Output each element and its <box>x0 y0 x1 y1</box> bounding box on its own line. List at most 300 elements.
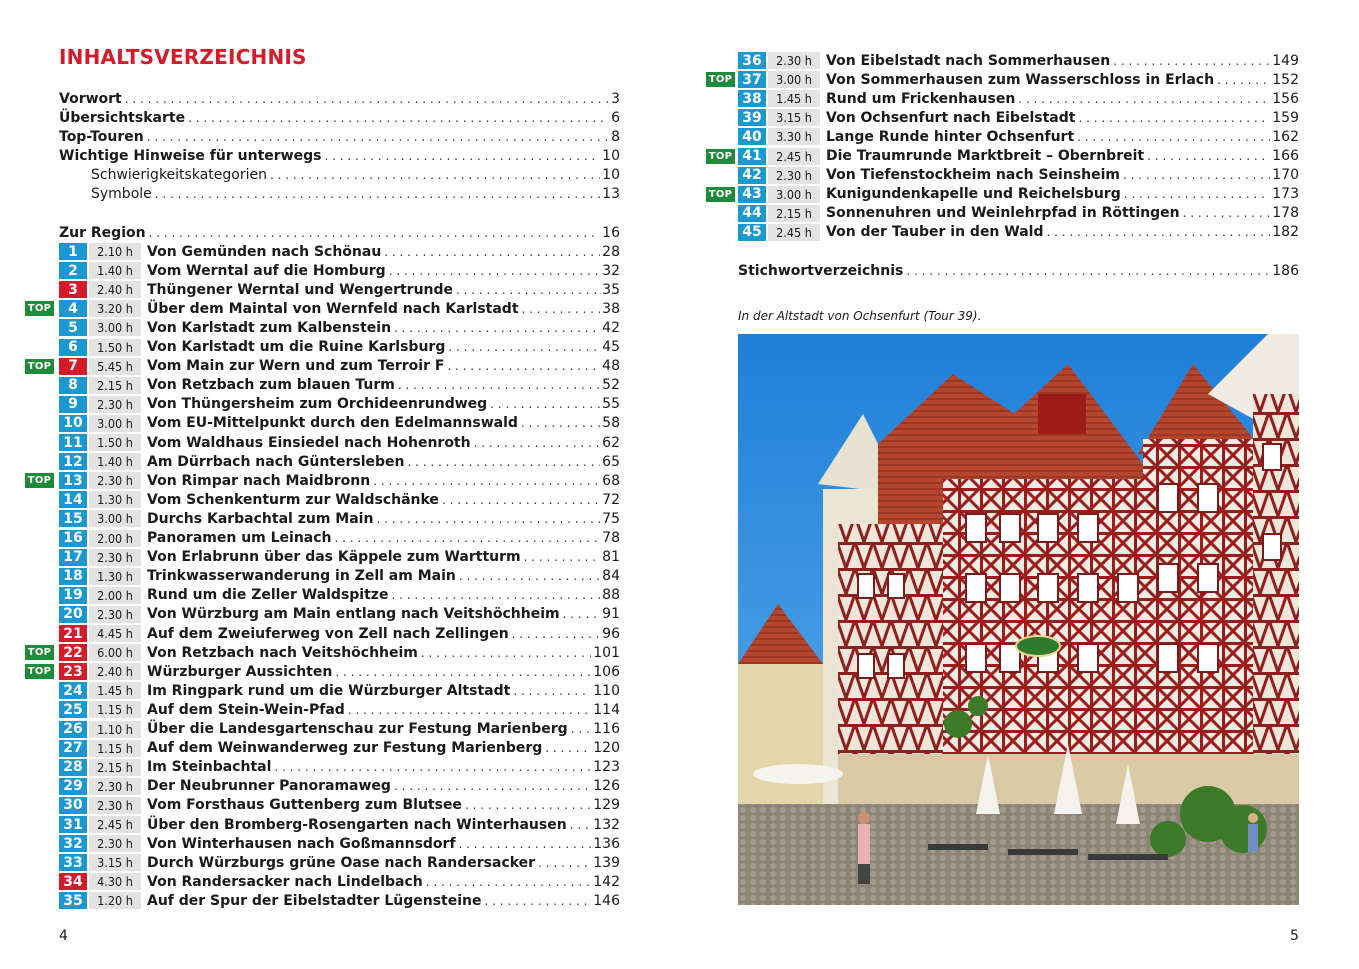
tour-name: Die Traumrunde Marktbreit – Obernbreit <box>826 148 1145 164</box>
leader-dots <box>459 837 592 851</box>
tour-duration: 3.00 h <box>89 415 141 432</box>
leader-dots <box>389 264 600 278</box>
tour-number-badge: 21 <box>59 625 87 642</box>
tour-entry[interactable] <box>738 70 1299 89</box>
top-tour-badge: TOP <box>25 664 54 679</box>
toc-entry[interactable] <box>59 223 620 242</box>
tour-number-badge: 5 <box>59 319 87 336</box>
tour-entry[interactable] <box>59 318 620 337</box>
tour-page: 114 <box>593 701 620 718</box>
tour-duration: 2.30 h <box>768 52 820 69</box>
tour-entry[interactable] <box>738 89 1299 108</box>
leader-dots <box>125 92 609 106</box>
tour-number-badge: 44 <box>738 205 766 222</box>
tour-page: 96 <box>602 625 620 642</box>
tour-name: Vom Werntal auf die Homburg <box>147 262 386 279</box>
tour-number-badge: 18 <box>59 568 87 585</box>
tour-name: Auf dem Zweiuferweg von Zell nach Zellingen <box>147 625 509 642</box>
tour-duration: 2.45 h <box>89 816 141 833</box>
tour-entry[interactable] <box>59 605 620 624</box>
page-number-left: 4 <box>59 928 68 944</box>
tour-duration: 2.00 h <box>89 587 141 604</box>
tour-duration: 1.30 h <box>89 491 141 508</box>
tour-number-badge: 45 <box>738 224 766 241</box>
leader-dots <box>398 378 600 392</box>
tour-duration: 1.40 h <box>89 262 141 279</box>
tour-duration: 4.45 h <box>89 625 141 642</box>
tour-name: Auf der Spur der Eibelstadter Lügensteine <box>147 892 482 909</box>
tour-entry[interactable] <box>738 185 1299 204</box>
tour-name: Rund um Frickenhausen <box>826 90 1016 107</box>
page-number-right: 5 <box>1290 928 1299 944</box>
leader-dots <box>906 264 1270 278</box>
tour-entry[interactable] <box>59 624 620 643</box>
tour-duration: 3.00 h <box>768 186 820 203</box>
tour-entry[interactable] <box>738 127 1299 146</box>
tour-number-badge: 41 <box>738 148 766 165</box>
tour-page: 55 <box>602 396 620 413</box>
leader-dots <box>324 149 600 163</box>
tour-number-badge: 24 <box>59 682 87 699</box>
tour-name: Von Karlstadt um die Ruine Karlsburg <box>147 339 446 355</box>
tour-entry[interactable] <box>59 720 620 739</box>
tour-number-badge: 31 <box>59 816 87 833</box>
tour-duration: 3.00 h <box>768 71 820 88</box>
tour-name: Panoramen um Leinach <box>147 530 332 546</box>
tour-entry[interactable] <box>59 700 620 719</box>
tour-duration: 2.15 h <box>89 759 141 776</box>
tour-name: Thüngener Werntal und Wengertrunde <box>147 281 454 298</box>
tour-entry[interactable] <box>59 452 620 471</box>
tour-number-badge: 3 <box>59 281 87 298</box>
tour-duration: 1.50 h <box>89 339 141 356</box>
tour-name: Von Rimpar nach Maidbronn <box>147 472 371 489</box>
tour-number-badge: 9 <box>59 396 87 413</box>
tour-duration: 3.15 h <box>768 109 820 126</box>
tour-page: 182 <box>1272 224 1299 241</box>
tour-entry[interactable] <box>738 51 1299 70</box>
tour-entry[interactable] <box>59 834 620 853</box>
tour-name: Auf dem Weinwanderweg zur Festung Marienberg <box>147 740 543 757</box>
toc-entry-page: 10 <box>602 147 620 164</box>
tour-name: Von Randersacker nach Lindelbach <box>147 873 423 890</box>
tour-entry[interactable] <box>59 567 620 586</box>
tour-entry[interactable] <box>59 529 620 548</box>
tour-page: 120 <box>593 740 620 757</box>
tour-number-badge: 19 <box>59 587 87 604</box>
tour-name: Durch Würzburgs grüne Oase nach Randersacker <box>147 854 536 871</box>
leader-dots <box>521 416 600 430</box>
tour-name: Im Ringpark rund um die Würzburger Altstadt <box>147 682 511 699</box>
leader-dots <box>1113 54 1270 68</box>
tour-entry[interactable] <box>59 891 620 910</box>
tour-number-badge: 40 <box>738 128 766 145</box>
tour-page: 136 <box>593 835 620 852</box>
tour-entry[interactable] <box>738 166 1299 185</box>
tour-name: Vom Waldhaus Einsiedel nach Hohenroth <box>147 434 471 451</box>
tour-entry[interactable] <box>738 204 1299 223</box>
tour-name: Am Dürrbach nach Güntersleben <box>147 453 405 470</box>
leader-dots <box>335 531 601 545</box>
leader-dots <box>524 550 601 564</box>
tour-entry[interactable] <box>59 509 620 528</box>
tour-page: 173 <box>1272 186 1299 203</box>
tour-page: 81 <box>602 549 620 566</box>
tour-page: 88 <box>602 587 620 604</box>
tour-page: 45 <box>602 339 620 355</box>
tour-entry[interactable] <box>59 395 620 414</box>
tour-name: Von Sommerhausen zum Wasserschloss in Erlach <box>826 71 1215 88</box>
toc-entry-label: Zur Region <box>59 224 146 241</box>
toc-entry-label: Schwierigkeitskategorien <box>91 166 267 183</box>
leader-dots <box>426 875 592 889</box>
tour-name: Im Steinbachtal <box>147 759 272 776</box>
leader-dots <box>459 569 600 583</box>
tour-number-badge: 30 <box>59 797 87 814</box>
tour-number-badge: 17 <box>59 549 87 566</box>
toc-entry-page: 13 <box>602 185 620 202</box>
tour-number-badge: 35 <box>59 892 87 909</box>
tour-duration: 2.30 h <box>89 549 141 566</box>
tour-entry[interactable] <box>59 815 620 834</box>
tour-page: 156 <box>1272 90 1299 107</box>
tour-page: 58 <box>602 415 620 432</box>
tour-number-badge: 23 <box>59 663 87 680</box>
tour-entry[interactable] <box>59 758 620 777</box>
tour-name: Vom EU-Mittelpunkt durch den Edelmannswald <box>147 415 518 432</box>
tour-duration: 2.40 h <box>89 663 141 680</box>
toc-entry-page: 6 <box>611 109 620 126</box>
tour-name: Trinkwasserwanderung in Zell am Main <box>147 568 456 585</box>
tour-entry[interactable] <box>59 662 620 681</box>
tour-number-badge: 1 <box>59 243 87 260</box>
tour-duration: 3.30 h <box>768 128 820 145</box>
leader-dots <box>373 474 600 488</box>
tour-page: 146 <box>593 892 620 909</box>
tour-name: Lange Runde hinter Ochsenfurt <box>826 128 1075 145</box>
tour-number-badge: 25 <box>59 701 87 718</box>
tour-duration: 3.20 h <box>89 300 141 317</box>
tour-number-badge: 28 <box>59 759 87 776</box>
tour-duration: 2.30 h <box>89 797 141 814</box>
top-tour-badge: TOP <box>706 187 735 202</box>
tour-duration: 2.10 h <box>89 243 141 260</box>
tour-entry[interactable] <box>59 777 620 796</box>
tour-page: 129 <box>593 797 620 814</box>
leader-dots <box>384 245 600 259</box>
tour-name: Von Tiefenstockheim nach Seinsheim <box>826 167 1120 184</box>
tour-duration: 3.15 h <box>89 854 141 871</box>
leader-dots <box>1217 73 1270 87</box>
tour-duration: 2.40 h <box>89 281 141 298</box>
tour-page: 38 <box>602 300 620 317</box>
leader-dots <box>147 130 609 144</box>
tour-number-badge: 37 <box>738 71 766 88</box>
tour-name: Kunigundenkapelle und Reichelsburg <box>826 186 1121 203</box>
tour-duration: 3.00 h <box>89 319 141 336</box>
tour-entry[interactable] <box>59 433 620 452</box>
toc-entry-label: Wichtige Hinweise für unterwegs <box>59 147 322 164</box>
tour-page: 65 <box>602 453 620 470</box>
tour-duration: 2.00 h <box>89 530 141 547</box>
tour-number-badge: 27 <box>59 740 87 757</box>
tour-name: Über den Bromberg-Rosengarten nach Winterhausen <box>147 816 567 833</box>
tour-page: 132 <box>593 816 620 833</box>
leader-dots <box>274 760 591 774</box>
tour-page: 126 <box>593 778 620 795</box>
tour-number-badge: 29 <box>59 778 87 795</box>
leader-dots <box>456 283 600 297</box>
tour-page: 123 <box>593 759 620 776</box>
tour-page: 75 <box>602 510 620 527</box>
tour-name: Von Retzbach zum blauen Turm <box>147 377 395 394</box>
tour-entry[interactable] <box>59 376 620 395</box>
tour-name: Vom Schenkenturm zur Waldschänke <box>147 491 439 508</box>
tour-page: 159 <box>1272 109 1299 126</box>
tour-entry[interactable] <box>738 108 1299 127</box>
tour-page: 52 <box>602 377 620 394</box>
leader-dots <box>512 627 601 641</box>
tour-duration: 1.40 h <box>89 453 141 470</box>
tour-name: Würzburger Aussichten <box>147 663 333 680</box>
tour-duration: 1.10 h <box>89 721 141 738</box>
top-tour-badge: TOP <box>25 359 54 374</box>
tour-number-badge: 4 <box>59 300 87 317</box>
tour-number-badge: 8 <box>59 377 87 394</box>
tour-number-badge: 12 <box>59 453 87 470</box>
tour-page: 101 <box>593 644 620 661</box>
tour-entry[interactable] <box>59 872 620 891</box>
tour-number-badge: 26 <box>59 721 87 738</box>
tour-name: Von Retzbach nach Veitshöchheim <box>147 644 418 661</box>
leader-dots <box>1123 168 1270 182</box>
leader-dots <box>465 798 591 812</box>
tour-number-badge: 39 <box>738 109 766 126</box>
top-tour-badge: TOP <box>706 72 735 87</box>
leader-dots <box>538 856 591 870</box>
leader-dots <box>1124 187 1271 201</box>
tour-entry[interactable] <box>59 586 620 605</box>
page-title: INHALTSVERZEICHNIS <box>59 45 307 69</box>
tour-duration: 5.45 h <box>89 358 141 375</box>
tour-duration: 6.00 h <box>89 644 141 661</box>
tour-name: Vom Forsthaus Guttenberg zum Blutsee <box>147 797 462 814</box>
tour-name: Von Gemünden nach Schönau <box>147 243 382 260</box>
leader-dots <box>1077 130 1270 144</box>
tour-page: 84 <box>602 568 620 585</box>
top-tour-badge: TOP <box>706 149 735 164</box>
tour-entry[interactable] <box>738 147 1299 166</box>
tour-entry[interactable] <box>59 261 620 280</box>
tour-duration: 2.30 h <box>89 396 141 413</box>
toc-entry-page: 10 <box>602 166 620 183</box>
tour-page: 32 <box>602 262 620 279</box>
top-tour-badge: TOP <box>25 301 54 316</box>
tour-duration: 2.30 h <box>768 167 820 184</box>
leader-dots <box>513 684 591 698</box>
leader-dots <box>448 340 600 354</box>
tour-page: 48 <box>602 358 620 375</box>
leader-dots <box>447 359 600 373</box>
leader-dots <box>474 436 601 450</box>
tour-entry[interactable] <box>59 280 620 299</box>
tour-name: Vom Main zur Wern und zum Terroir F <box>147 358 445 375</box>
leader-dots <box>1047 225 1271 239</box>
tour-entry[interactable] <box>59 414 620 433</box>
leader-dots <box>348 703 591 717</box>
tour-name: Von Ochsenfurt nach Eibelstadt <box>826 109 1076 126</box>
leader-dots <box>563 607 601 621</box>
tour-entry[interactable] <box>59 490 620 509</box>
tour-page: 178 <box>1272 205 1299 222</box>
top-tour-badge: TOP <box>25 473 54 488</box>
leader-dots <box>188 111 609 125</box>
tour-page: 42 <box>602 319 620 336</box>
tour-entry[interactable] <box>59 548 620 567</box>
tour-entry[interactable] <box>59 681 620 700</box>
tour-duration: 1.30 h <box>89 568 141 585</box>
tour-page: 166 <box>1272 148 1299 164</box>
tour-entry[interactable] <box>59 471 620 490</box>
leader-dots <box>545 741 591 755</box>
tour-entry[interactable] <box>59 299 620 318</box>
tour-name: Durchs Karbachtal zum Main <box>147 510 374 527</box>
toc-entry[interactable] <box>59 108 620 127</box>
leader-dots <box>391 588 600 602</box>
leader-dots <box>335 665 591 679</box>
tour-number-badge: 14 <box>59 491 87 508</box>
index-label: Stichwortverzeichnis <box>738 262 904 279</box>
tour-number-badge: 11 <box>59 434 87 451</box>
tour-number-badge: 33 <box>59 854 87 871</box>
toc-entry[interactable] <box>59 127 620 146</box>
tour-entry[interactable] <box>59 643 620 662</box>
tour-name: Von Karlstadt zum Kalbenstein <box>147 319 392 336</box>
tour-entry[interactable] <box>59 338 620 357</box>
tour-number-badge: 13 <box>59 472 87 489</box>
leader-dots <box>571 722 592 736</box>
tour-duration: 2.30 h <box>89 472 141 489</box>
toc-entry[interactable] <box>91 165 620 184</box>
leader-dots <box>1147 149 1270 163</box>
leader-dots <box>394 779 591 793</box>
leader-dots <box>522 302 601 316</box>
toc-entry-page: 3 <box>611 90 620 107</box>
tour-entry[interactable] <box>59 853 620 872</box>
tour-entry[interactable] <box>59 242 620 261</box>
tour-duration: 2.15 h <box>89 377 141 394</box>
tour-duration: 2.30 h <box>89 835 141 852</box>
tour-page: 149 <box>1272 52 1299 69</box>
tour-number-badge: 22 <box>59 644 87 661</box>
tour-name: Von Winterhausen nach Goßmannsdorf <box>147 835 456 852</box>
tour-duration: 1.45 h <box>768 90 820 107</box>
toc-entry-label: Top-Touren <box>59 128 144 145</box>
toc-entry-page: 16 <box>602 224 620 241</box>
leader-dots <box>1183 206 1271 220</box>
tour-entry[interactable] <box>59 357 620 376</box>
tour-number-badge: 20 <box>59 606 87 623</box>
leader-dots <box>1078 111 1270 125</box>
tour-name: Auf dem Stein-Wein-Pfad <box>147 701 345 718</box>
tour-page: 162 <box>1272 128 1299 145</box>
leader-dots <box>407 455 600 469</box>
tour-duration: 4.30 h <box>89 873 141 890</box>
tour-duration: 3.00 h <box>89 510 141 527</box>
leader-dots <box>1018 92 1270 106</box>
tour-name: Über die Landesgartenschau zur Festung Marienberg <box>147 721 568 737</box>
tour-number-badge: 34 <box>59 873 87 890</box>
leader-dots <box>394 321 600 335</box>
leader-dots <box>155 187 600 201</box>
tour-entry[interactable] <box>59 796 620 815</box>
tour-name: Über dem Maintal von Wernfeld nach Karlstadt <box>147 300 519 317</box>
toc-entry[interactable] <box>91 184 620 203</box>
tour-number-badge: 7 <box>59 358 87 375</box>
index-page: 186 <box>1272 262 1299 279</box>
tour-page: 139 <box>593 854 620 871</box>
toc-entry[interactable] <box>59 146 620 165</box>
toc-entry[interactable] <box>59 89 620 108</box>
tour-number-badge: 10 <box>59 415 87 432</box>
tour-entry[interactable] <box>59 739 620 758</box>
tour-duration: 2.45 h <box>768 224 820 241</box>
tour-number-badge: 38 <box>738 90 766 107</box>
tour-number-badge: 15 <box>59 510 87 527</box>
tour-duration: 1.50 h <box>89 434 141 451</box>
leader-dots <box>485 894 592 908</box>
leader-dots <box>149 226 601 240</box>
tour-name: Von Würzburg am Main entlang nach Veitshöchheim <box>147 606 560 623</box>
tour-duration: 2.15 h <box>768 205 820 222</box>
top-tour-badge: TOP <box>25 645 54 660</box>
tour-page: 106 <box>593 663 620 680</box>
tour-number-badge: 42 <box>738 167 766 184</box>
toc-entry-page: 8 <box>611 128 620 145</box>
tour-name: Von Eibelstadt nach Sommerhausen <box>826 52 1111 69</box>
tour-page: 152 <box>1272 71 1299 88</box>
tour-name: Rund um die Zeller Waldspitze <box>147 587 389 604</box>
tour-page: 170 <box>1272 167 1299 184</box>
leader-dots <box>490 397 600 411</box>
tour-entry[interactable] <box>738 223 1299 242</box>
tour-duration: 2.45 h <box>768 148 820 165</box>
tour-number-badge: 2 <box>59 262 87 279</box>
tour-page: 72 <box>602 491 620 508</box>
tour-name: Von Erlabrunn über das Käppele zum Wartturm <box>147 549 521 566</box>
tour-page: 110 <box>593 682 620 699</box>
tour-page: 62 <box>602 434 620 451</box>
photo-ochsenfurt-old-town <box>738 334 1299 905</box>
tour-number-badge: 16 <box>59 530 87 547</box>
tour-name: Der Neubrunner Panoramaweg <box>147 778 391 795</box>
tour-name: Sonnenuhren und Weinlehrpfad in Röttingen <box>826 205 1180 222</box>
tour-number-badge: 32 <box>59 835 87 852</box>
tour-page: 28 <box>602 243 620 260</box>
tour-page: 116 <box>593 721 620 737</box>
tour-page: 35 <box>602 281 620 298</box>
tour-duration: 2.30 h <box>89 606 141 623</box>
tour-duration: 1.20 h <box>89 892 141 909</box>
tour-duration: 1.15 h <box>89 701 141 718</box>
leader-dots <box>376 512 600 526</box>
toc-entry-label: Übersichtskarte <box>59 109 186 126</box>
leader-dots <box>270 168 600 182</box>
tour-duration: 1.15 h <box>89 740 141 757</box>
tour-page: 78 <box>602 530 620 546</box>
tour-page: 91 <box>602 606 620 623</box>
index-entry[interactable] <box>738 261 1299 280</box>
